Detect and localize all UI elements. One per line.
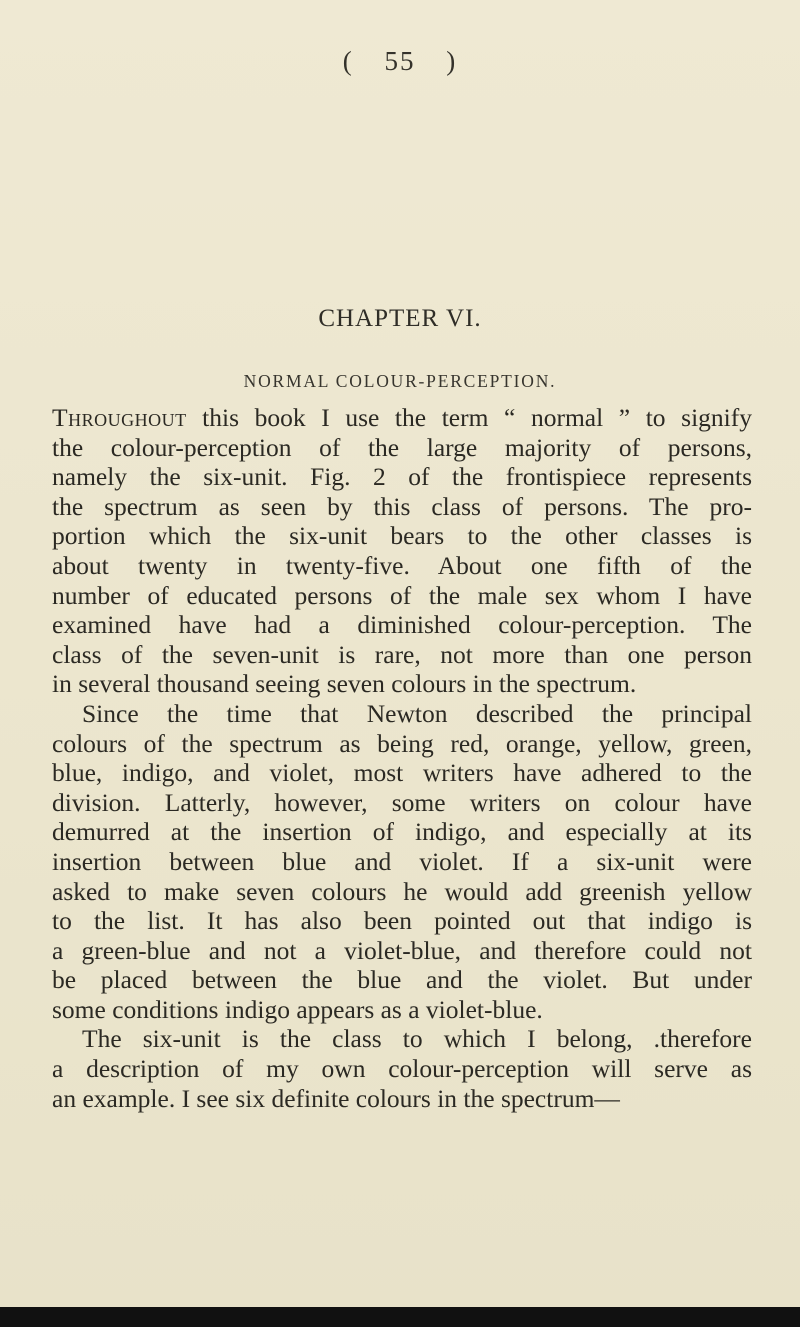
page-number: ( 55 ): [342, 46, 458, 76]
text-line: blue, indigo, and violet, most writers have adhered to the: [52, 758, 752, 788]
text-line: to the list. It has also been pointed out that indigo is: [52, 906, 752, 936]
first-word: Throughout: [52, 403, 187, 432]
text-line: examined have had a diminished colour-perception. The: [52, 610, 752, 640]
text-line: number of educated persons of the male sex whom I have: [52, 580, 752, 610]
text-line: an example. I see six definite colours in the spectrum—: [52, 1083, 620, 1113]
text-line: namely the six-unit. Fig. 2 of the frontispiece represents: [52, 462, 752, 492]
text-line: portion which the six-unit bears to the other classes is: [52, 521, 752, 551]
text-line: Throughout this book I use the term “ normal ” to signify: [52, 403, 752, 432]
scan-edge-bar: [0, 1307, 800, 1327]
text-line: division. Latterly, however, some writers on colour have: [52, 787, 752, 817]
section-title: NORMAL COLOUR-PERCEPTION.: [243, 371, 557, 391]
text-line: asked to make seven colours he would add greenish yellow: [52, 876, 752, 906]
text-line: some conditions indigo appears as a violet-blue.: [52, 994, 543, 1024]
text-line: be placed between the blue and the violet. But under: [52, 965, 752, 995]
text-line: The six-unit is the class to which I belong, .therefore: [82, 1024, 752, 1054]
text-line: the spectrum as seen by this class of persons. The pro-: [52, 491, 752, 521]
chapter-title: CHAPTER VI.: [318, 305, 482, 332]
text-line: demurred at the insertion of indigo, and especially at its: [52, 817, 752, 847]
text-line: Since the time that Newton described the principal: [82, 698, 752, 728]
body-text: [52, 403, 752, 1113]
text-line: the colour-perception of the large majority of persons,: [52, 432, 752, 462]
text-line: a green-blue and not a violet-blue, and therefore could not: [52, 935, 752, 965]
text-line: a description of my own colour-perception will serve as: [52, 1054, 752, 1084]
text-line: class of the seven-unit is rare, not more than one person: [52, 639, 752, 669]
text-line: in several thousand seeing seven colours in the spectrum.: [52, 669, 637, 699]
text-line: colours of the spectrum as being red, orange, yellow, green,: [52, 728, 752, 758]
text-line: about twenty in twenty-five. About one fifth of the: [52, 550, 752, 580]
text-line: insertion between blue and violet. If a six-unit were: [52, 846, 752, 876]
